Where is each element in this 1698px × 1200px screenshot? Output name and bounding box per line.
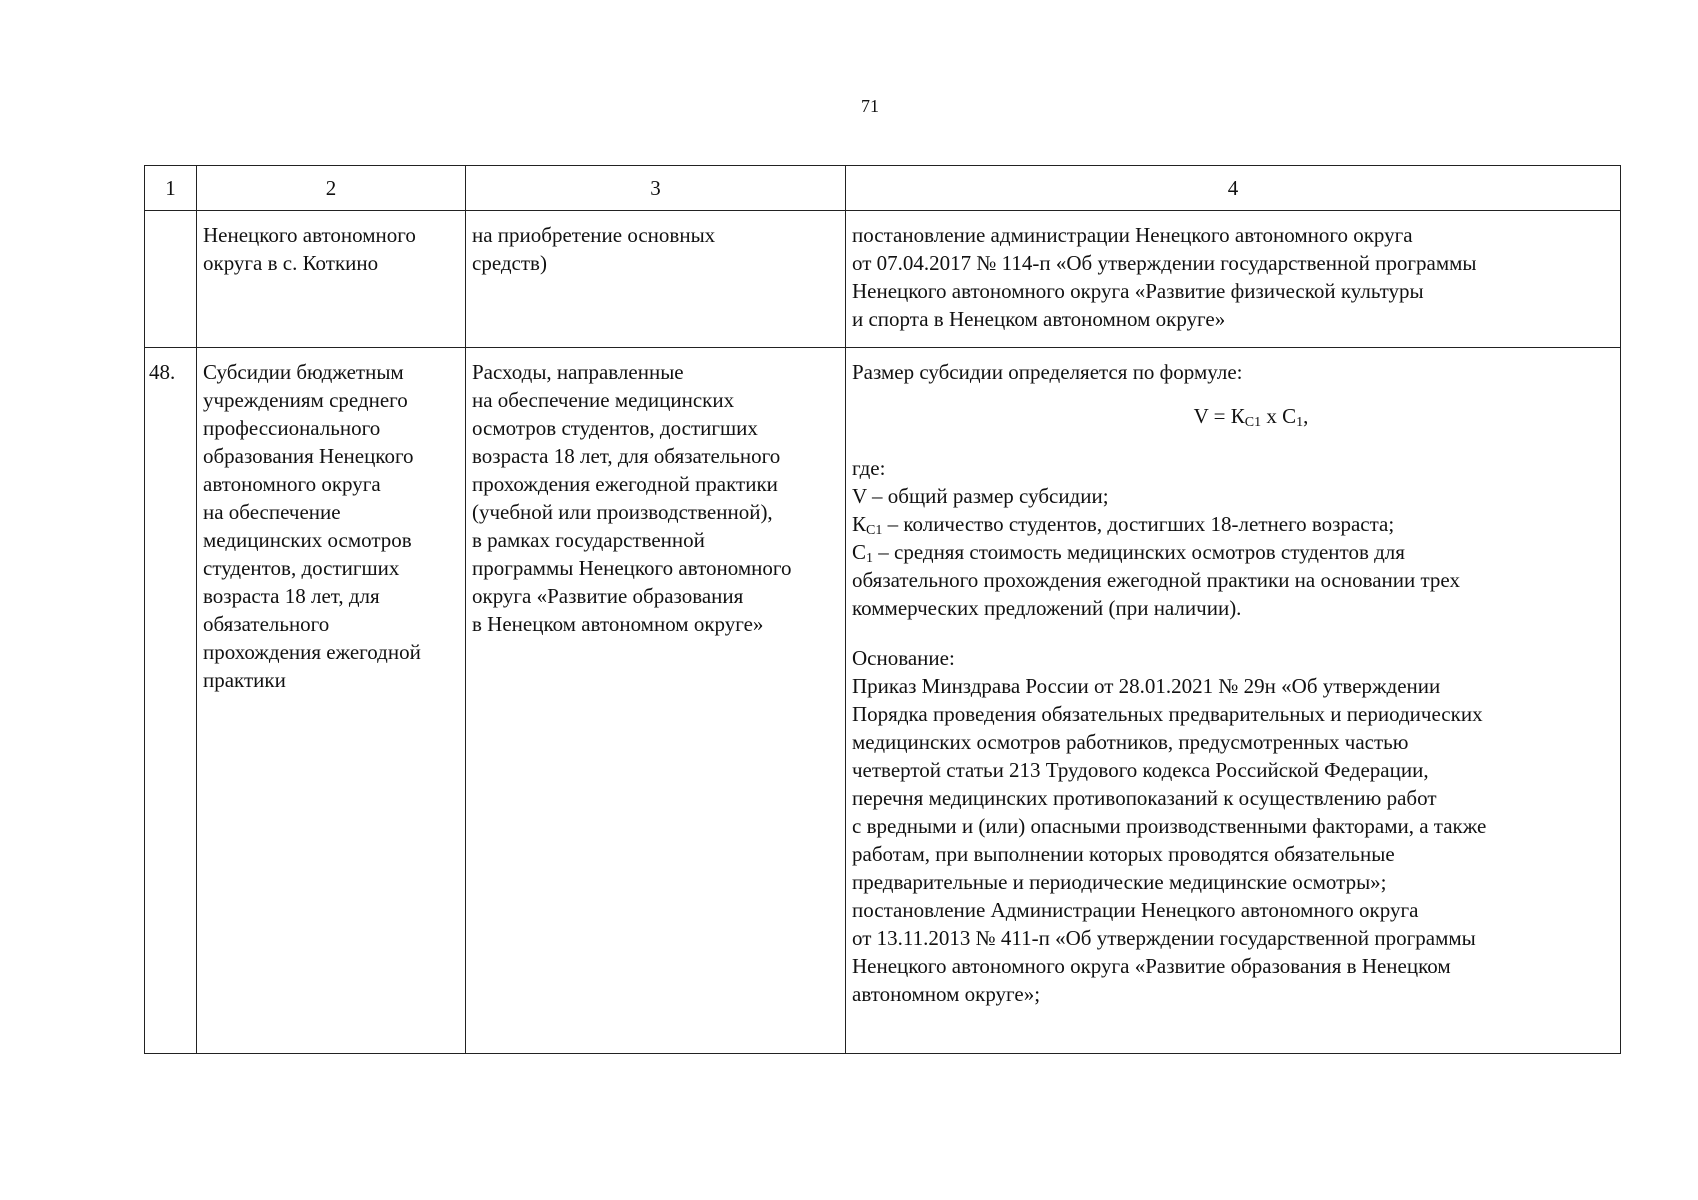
cont-col3-line: средств)	[472, 251, 547, 275]
basis-line: работам, при выполнении которых проводятся обязательные	[852, 842, 1395, 866]
def-c-symbol: С	[852, 540, 867, 564]
cont-col3-line: на приобретение основных	[472, 223, 716, 247]
formula-end: ,	[1303, 404, 1309, 428]
basis-line: Порядка проведения обязательных предварительных и периодических	[852, 702, 1483, 726]
def-c-text: – средняя стоимость медицинских осмотров студентов для	[873, 540, 1405, 564]
row48-col2-line: профессионального	[203, 416, 381, 440]
definition-c-cont: обязательного прохождения ежегодной практики на основании трех	[852, 568, 1460, 592]
formula-mid: х С	[1261, 404, 1297, 428]
row48-col-4	[846, 348, 1621, 1054]
row-number: 48.	[145, 348, 197, 1054]
cont-col-2	[197, 211, 466, 348]
cont-col-1	[145, 211, 197, 348]
basis-line: четвертой статьи 213 Трудового кодекса Российской Федерации,	[852, 758, 1429, 782]
basis-line: от 13.11.2013 № 411-п «Об утверждении государственной программы	[852, 926, 1476, 950]
row48-col2-line: учреждениям среднего	[203, 388, 408, 412]
row48-col3-line: в рамках государственной	[472, 528, 705, 552]
row48-col2-line: возраста 18 лет, для	[203, 584, 380, 608]
row48-col2-line: прохождения ежегодной	[203, 640, 421, 664]
row48-col2-line: автономного округа	[203, 472, 381, 496]
row48-col2-line: студентов, достигших	[203, 556, 400, 580]
def-k-subscript: С1	[866, 523, 883, 538]
basis-line: постановление Администрации Ненецкого автономного округа	[852, 898, 1419, 922]
table-row-48	[145, 348, 1621, 1054]
cont-col4-line: и спорта в Ненецком автономном округе»	[852, 307, 1226, 331]
subsidy-formula	[852, 402, 1614, 430]
formula-c-subscript: 1	[1296, 415, 1304, 430]
cont-col-4	[846, 211, 1621, 348]
table-row-continuation	[145, 211, 1621, 348]
formula-k-subscript: С1	[1244, 415, 1262, 430]
row48-col2-line: на обеспечение	[203, 500, 341, 524]
definition-c	[852, 538, 1614, 566]
row48-col2-line: Субсидии бюджетным	[203, 360, 404, 384]
formula-lhs: V = К	[1193, 404, 1245, 428]
cont-col-3	[466, 211, 846, 348]
row48-col-3	[466, 348, 846, 1054]
paragraph-gap	[852, 622, 1614, 644]
cont-col4-line: от 07.04.2017 № 114-п «Об утверждении государственной программы	[852, 251, 1477, 275]
header-col-2: 2	[197, 166, 466, 211]
row48-col2-line: образования Ненецкого	[203, 444, 414, 468]
header-col-3: 3	[466, 166, 846, 211]
basis-line: Ненецкого автономного округа «Развитие образования в Ненецком	[852, 954, 1451, 978]
def-c-subscript: 1	[866, 551, 874, 566]
cont-col2-line: округа в с. Коткино	[203, 251, 379, 275]
row48-col3-line: в Ненецком автономном округе»	[472, 612, 764, 636]
cont-col4-line: Ненецкого автономного округа «Развитие физической культуры	[852, 279, 1424, 303]
row48-col2-line: практики	[203, 668, 286, 692]
row48-col2-line: обязательного	[203, 612, 330, 636]
cont-col4-line: постановление администрации Ненецкого автономного округа	[852, 223, 1413, 247]
row48-col3-line: осмотров студентов, достигших	[472, 416, 758, 440]
def-k-symbol: К	[852, 512, 867, 536]
definition-v: V – общий размер субсидии;	[852, 484, 1109, 508]
row48-col3-line: округа «Развитие образования	[472, 584, 744, 608]
row48-col3-line: Расходы, направленные	[472, 360, 684, 384]
basis-line: медицинских осмотров работников, предусмотренных частью	[852, 730, 1409, 754]
row48-col3-line: программы Ненецкого автономного	[472, 556, 792, 580]
page-number: 71	[861, 96, 879, 116]
basis-label: Основание:	[852, 646, 955, 670]
row48-col3-line: возраста 18 лет, для обязательного	[472, 444, 781, 468]
row48-col3-line: на обеспечение медицинских	[472, 388, 735, 412]
header-col-4: 4	[846, 166, 1621, 211]
definition-c-cont: коммерческих предложений (при наличии).	[852, 596, 1242, 620]
formula-intro: Размер субсидии определяется по формуле:	[852, 360, 1243, 384]
row48-col3-line: (учебной или производственной),	[472, 500, 773, 524]
basis-line: Приказ Минздрава России от 28.01.2021 № 29н «Об утверждении	[852, 674, 1441, 698]
header-col-1: 1	[145, 166, 197, 211]
basis-line: с вредными и (или) опасными производственными факторами, а также	[852, 814, 1487, 838]
cont-col2-line: Ненецкого автономного	[203, 223, 416, 247]
row48-col3-line: прохождения ежегодной практики	[472, 472, 778, 496]
where-label: где:	[852, 456, 886, 480]
basis-line: автономном округе»;	[852, 982, 1041, 1006]
def-k-text: – количество студентов, достигших 18-летнего возраста;	[882, 512, 1395, 536]
table-header-row	[145, 166, 1621, 211]
definition-k	[852, 510, 1614, 538]
row48-col2-line: медицинских осмотров	[203, 528, 412, 552]
basis-line: перечня медицинских противопоказаний к осуществлению работ	[852, 786, 1437, 810]
subsidy-table	[144, 165, 1621, 1054]
row48-col-2	[197, 348, 466, 1054]
basis-line: предварительные и периодические медицинские осмотры»;	[852, 870, 1387, 894]
